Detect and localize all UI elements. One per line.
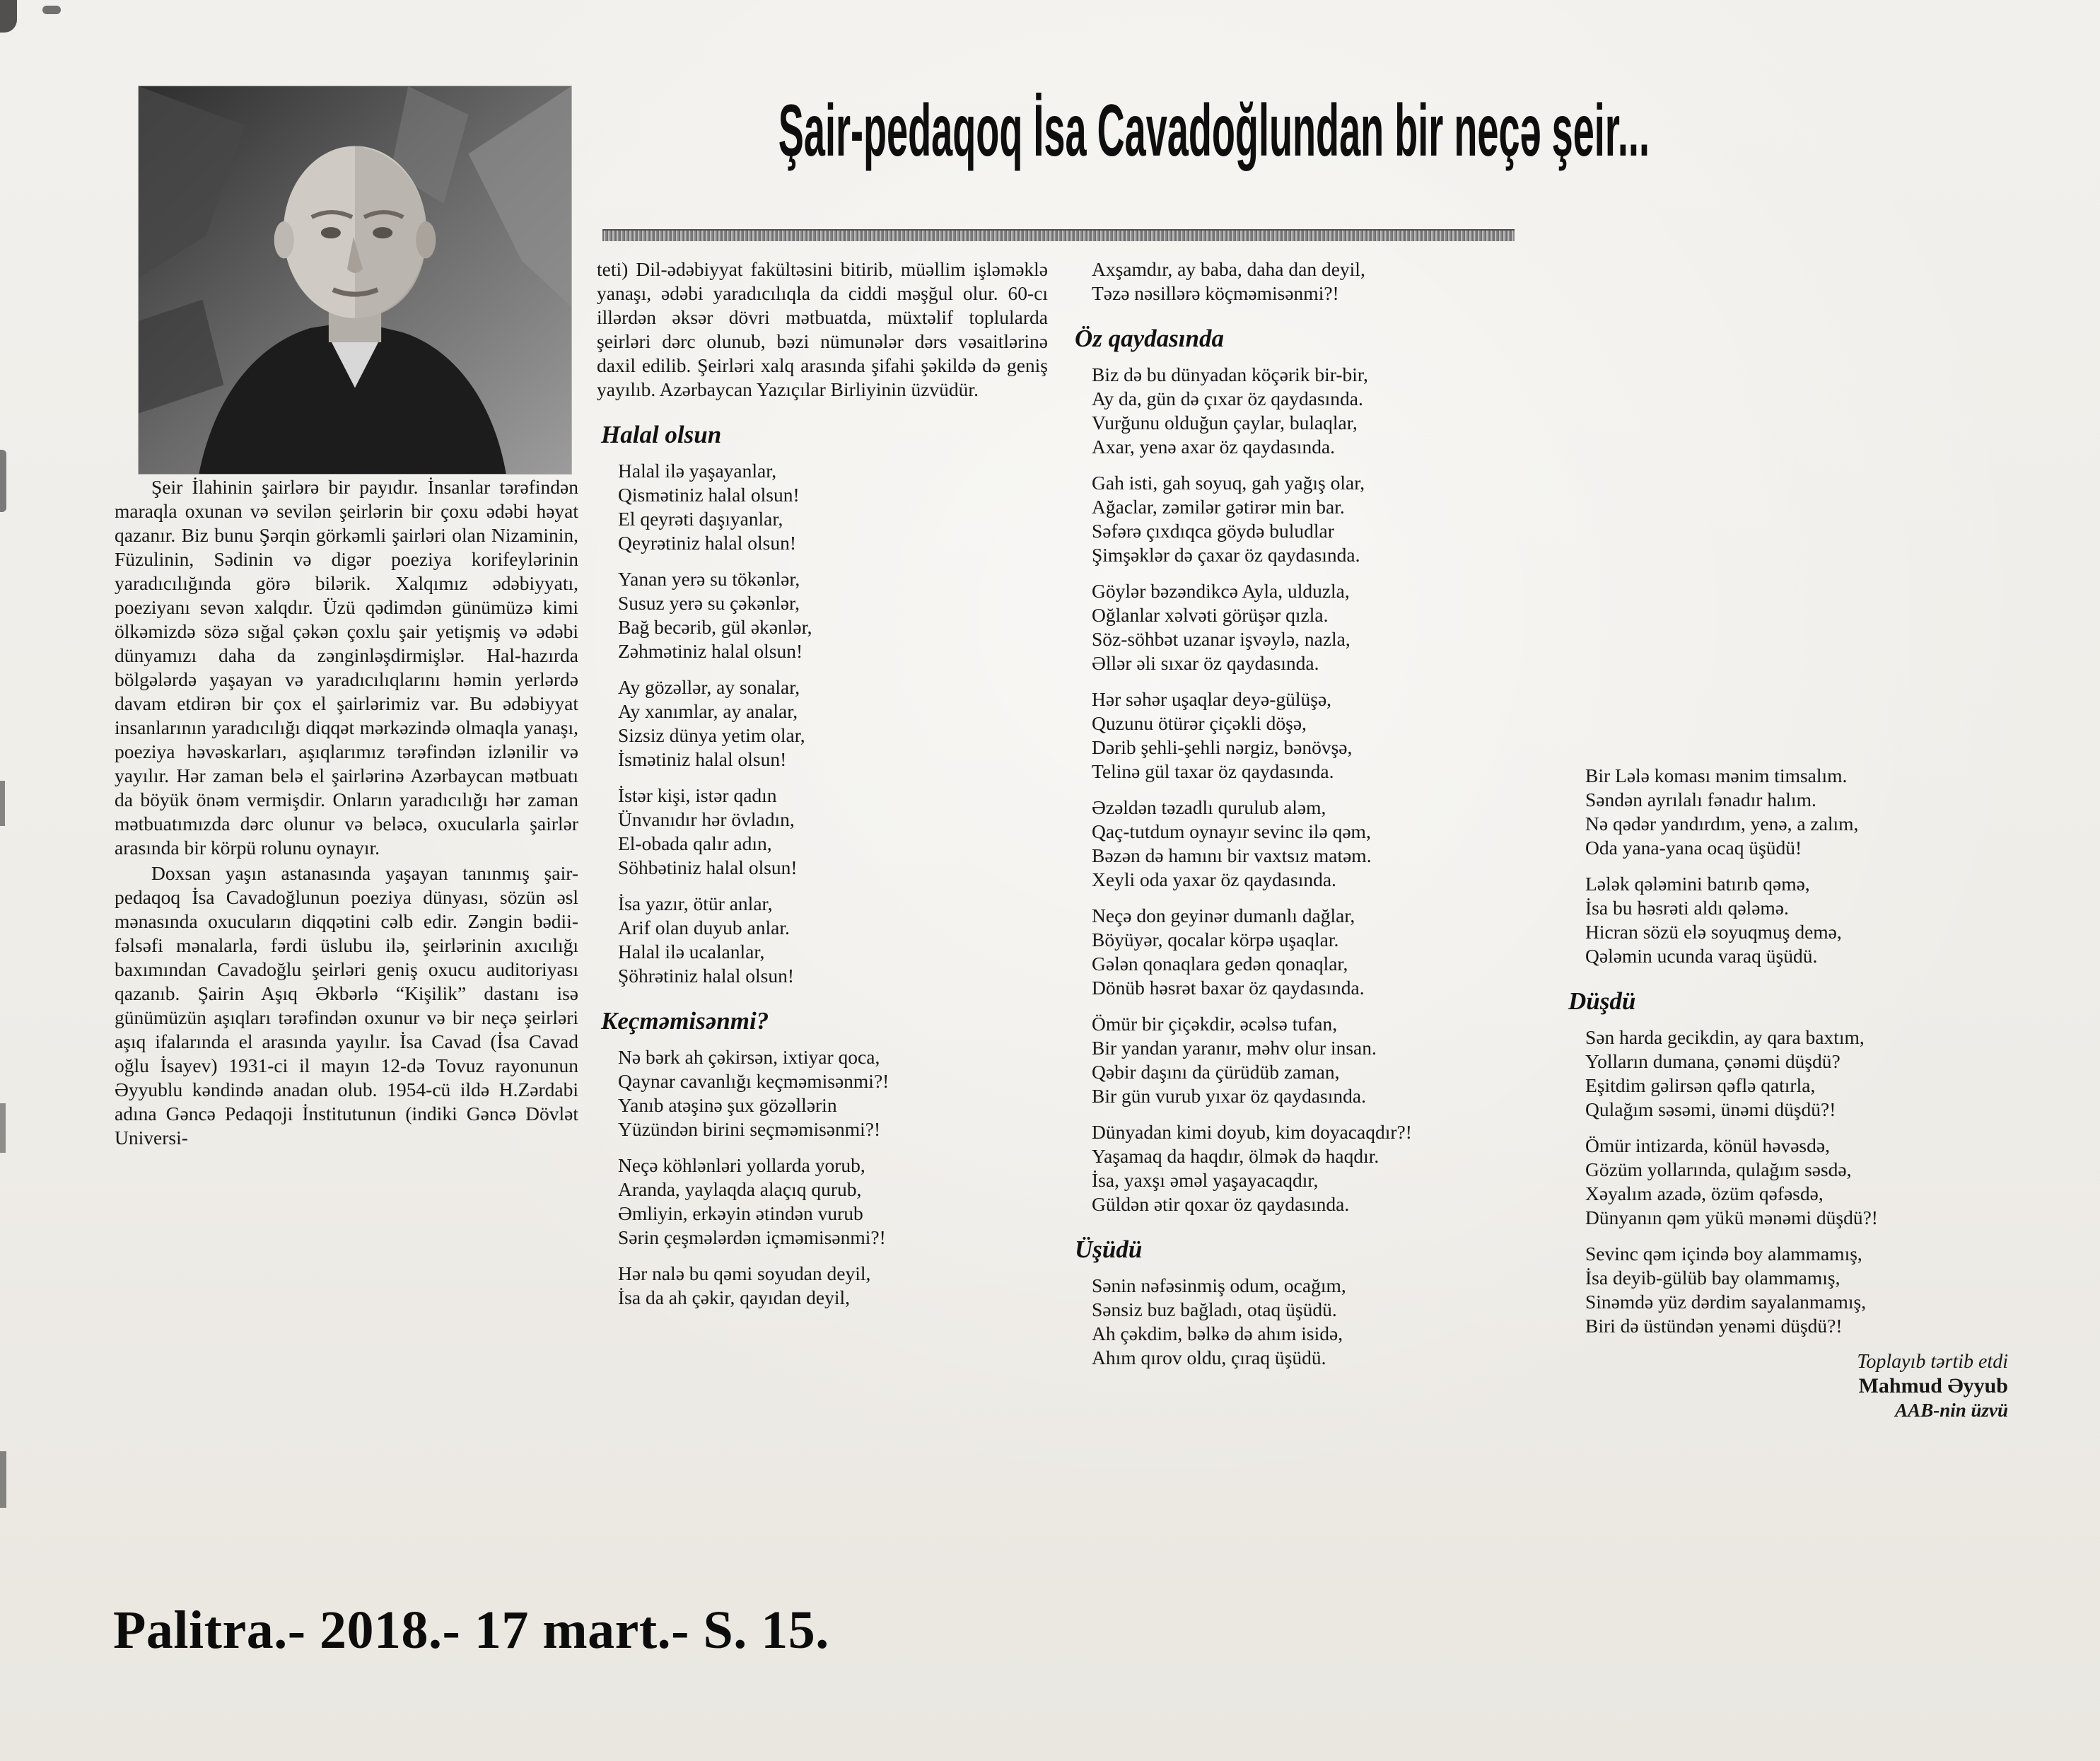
- verse-line: Sizsiz dünya yetim olar,: [618, 724, 805, 746]
- verse-line: Telinə gül taxar öz qaydasında.: [1092, 760, 1334, 782]
- poem-stanza: [1092, 687, 1526, 784]
- poem-stanza: [1092, 363, 1526, 459]
- poem-stanza: [618, 892, 1048, 988]
- verse-line: Bir Lələ koması mənim timsalım.: [1585, 765, 1848, 786]
- verse-line: Arif olan duyub anlar.: [618, 917, 790, 938]
- poem-title: Üşüdü: [1075, 1236, 1143, 1263]
- verse-line: İstər kişi, istər qadın: [618, 784, 777, 806]
- verse-line: Bir yandan yaranır, məhv olur insan.: [1092, 1037, 1377, 1059]
- verse-line: Xeyli oda yaxar öz qaydasında.: [1092, 868, 1336, 890]
- verse-line: Sərin çeşmələrdən içməmisənmi?!: [618, 1226, 886, 1248]
- verse-line: İsmətiniz halal olsun!: [618, 748, 787, 770]
- scan-smudge: [0, 450, 6, 512]
- poem-title: Halal olsun: [601, 421, 722, 448]
- poem-stanza: [618, 1153, 1048, 1250]
- verse-line: Bəzən də hamını bir vaxtsız matəm.: [1092, 844, 1372, 866]
- verse-line: Dönüb həsrət baxar öz qaydasında.: [1092, 977, 1365, 999]
- verse-line: El qeyrəti daşıyanlar,: [618, 508, 783, 530]
- verse-line: Əllər əli sıxar öz qaydasında.: [1092, 652, 1319, 674]
- verse-line: Halal ilə yaşayanlar,: [618, 460, 777, 482]
- verse-line: Eşitdim gəlirsən qəflə qatırla,: [1585, 1074, 1816, 1096]
- credit-line: Toplayıb tərtib etdi: [1857, 1351, 2008, 1373]
- poem-stanza: [618, 784, 1048, 880]
- verse-line: Oda yana-yana ocaq üşüdü!: [1585, 837, 1802, 859]
- verse-line: Güldən ətir qoxar öz qaydasında.: [1092, 1193, 1350, 1215]
- verse-line: Ay da, gün də çıxar öz qaydasında.: [1092, 388, 1363, 409]
- verse-line: Hicran sözü elə soyuqmuş demə,: [1585, 921, 1842, 943]
- poem-stanza: [1585, 1242, 2012, 1338]
- verse-line: Yüzündən birini seçməmisənmi?!: [618, 1118, 881, 1140]
- verse-line: Yaşamaq da haqdır, ölmək də haqdır.: [1092, 1145, 1379, 1167]
- verse-line: Əzəldən təzadlı qurulub aləm,: [1092, 796, 1326, 818]
- verse-line: Qələmin ucunda varaq üşüdü.: [1585, 945, 1818, 967]
- verse-line: Yolların dumana, çənəmi düşdü?: [1585, 1050, 1841, 1072]
- verse-line: Hər nalə bu qəmi soyudan deyil,: [618, 1262, 871, 1284]
- poem-stanza: [618, 1045, 1048, 1141]
- poem-stanza: [1092, 1120, 1526, 1216]
- scan-smudge: [0, 1451, 6, 1508]
- verse-line: Əmliyin, erkəyin ətindən vurub: [618, 1202, 863, 1224]
- poem-stanza: [1092, 796, 1526, 892]
- verse-line: Böyüyər, qocalar körpə uşaqlar.: [1092, 929, 1339, 951]
- verse-line: Gah isti, gah soyuq, gah yağış olar,: [1092, 472, 1365, 494]
- verse-line: El-obada qalır adın,: [618, 832, 772, 854]
- verse-line: İsa da ah çəkir, qayıdan deyil,: [618, 1286, 850, 1308]
- verse-line: Axar, yenə axar öz qaydasında.: [1092, 436, 1336, 458]
- verse-line: Halal ilə ucalanlar,: [618, 941, 765, 963]
- scan-smudge: [42, 6, 61, 14]
- verse-line: İsa, yaxşı əməl yaşayacaqdır,: [1092, 1169, 1319, 1191]
- verse-line: Söhbətiniz halal olsun!: [618, 856, 798, 878]
- article-paragraph: teti) Dil-ədəbiyyat fakültəsini bitirib, müəllim işləməklə yanaşı, ədəbi yaradıcılıqla da ciddi məşğul olur. 60-cı illərdən əksər dövri mətbuatda, müxtəlif toplularda şeirləri dərc olunub, bəzi nümunələr dərs vəsaitlərinə daxil edilib. Şeirləri xalq arasında şifahi şəkildə də geniş yayılıb. Azərbaycan Yazıçılar Birliyinin üzvüdür.: [597, 258, 1048, 400]
- poem-stanza: [1092, 1274, 1526, 1370]
- scan-smudge: [0, 781, 5, 826]
- verse-line: Səndən ayrılalı fənadır halım.: [1585, 789, 1816, 810]
- verse-line: Yanan yerə su tökənlər,: [618, 568, 800, 590]
- poem-stanza: [1092, 471, 1526, 567]
- scan-smudge: [0, 0, 17, 33]
- verse-line: Bağ becərib, gül əkənlər,: [618, 616, 812, 638]
- verse-line: Qaynar cavanlığı keçməmisənmi?!: [618, 1070, 889, 1092]
- verse-line: Gələn qonaqlara gedən qonaqlar,: [1092, 953, 1348, 975]
- verse-line: Qismətiniz halal olsun!: [618, 484, 800, 506]
- verse-line: Hər səhər uşaqlar deyə-gülüşə,: [1092, 688, 1332, 710]
- article-column-4: [1564, 764, 2012, 1422]
- verse-line: Sənin nəfəsinmiş odum, ocağım,: [1092, 1274, 1346, 1296]
- verse-line: Söz-söhbət uzanar işvəylə, nazla,: [1092, 628, 1351, 650]
- article-column-3: [1071, 257, 1526, 1382]
- poem-stanza: [1092, 579, 1526, 675]
- verse-line: Sən harda gecikdin, ay qara baxtım,: [1585, 1026, 1865, 1048]
- verse-line: Yanıb atəşinə şux gözəllərin: [618, 1094, 837, 1116]
- verse-line: Nə qədər yandırdım, yenə, a zalım,: [1585, 813, 1859, 835]
- verse-line: Sənsiz buz bağladı, otaq üşüdü.: [1092, 1298, 1337, 1320]
- poem-stanza: [1585, 1134, 2012, 1230]
- verse-line: Nə bərk ah çəkirsən, ixtiyar qoca,: [618, 1046, 880, 1068]
- verse-line: Səfərə çıxdıqca göydə buludlar: [1092, 520, 1334, 542]
- credit-line: Mahmud Əyyub: [1858, 1374, 2008, 1397]
- verse-line: Ahım qırov oldu, çıraq üşüdü.: [1092, 1347, 1326, 1368]
- verse-line: Sevinc qəm içində boy alammamış,: [1585, 1243, 1862, 1265]
- verse-line: İsa yazır, ötür anlar,: [618, 893, 773, 914]
- compiler-credit: [1564, 1350, 2012, 1422]
- verse-line: Xəyalım azadə, özüm qəfəsdə,: [1585, 1182, 1824, 1204]
- verse-line: Ay xanımlar, ay analar,: [618, 700, 798, 722]
- poem-stanza: [618, 567, 1048, 663]
- verse-line: Qeyrətiniz halal olsun!: [618, 532, 796, 554]
- verse-line: Dünyadan kimi doyub, kim doyacaqdır?!: [1092, 1121, 1412, 1143]
- poem-title: Öz qaydasında: [1075, 325, 1224, 352]
- verse-line: Ömür intizarda, könül həvəsdə,: [1585, 1134, 1830, 1156]
- poem-stanza: [1585, 872, 2012, 968]
- verse-line: Biz də bu dünyadan köçərik bir-bir,: [1092, 364, 1368, 385]
- poem-stanza: [618, 459, 1048, 555]
- article-column-1: [115, 475, 578, 1151]
- poem-stanza: [1585, 764, 2012, 860]
- verse-line: Təzə nəsillərə köçməmisənmi?!: [1092, 282, 1339, 304]
- verse-line: Ağaclar, zəmilər gətirər min bar.: [1092, 496, 1345, 518]
- verse-line: Vurğunu olduğun çaylar, bulaqlar,: [1092, 412, 1358, 434]
- poem-title: Düşdü: [1568, 987, 1636, 1015]
- verse-line: Qəbir daşını da çürüdüb zaman,: [1092, 1061, 1340, 1083]
- verse-line: Dünyanın qəm yükü mənəmi düşdü?!: [1585, 1207, 1878, 1228]
- verse-line: Sinəmdə yüz dərdim sayalanmamış,: [1585, 1291, 1867, 1313]
- verse-line: İsa deyib-gülüb bay olammamış,: [1585, 1267, 1841, 1289]
- poem-stanza: [1092, 257, 1526, 306]
- article-headline: Şair-pedaqoq İsa Cavadoğlundan bir neçə şeir...: [778, 90, 1650, 172]
- poem-stanza: [618, 1262, 1048, 1310]
- credit-line: AAB-nin üzvü: [1895, 1400, 2008, 1421]
- headline-divider: [602, 229, 1515, 241]
- verse-line: Gözüm yollarında, qulağım səsdə,: [1585, 1158, 1852, 1180]
- verse-line: Aranda, yaylaqda alaçıq qurub,: [618, 1178, 862, 1200]
- verse-line: Neçə don geyinər dumanlı dağlar,: [1092, 905, 1355, 926]
- verse-line: Oğlanlar xəlvəti görüşər qızla.: [1092, 604, 1329, 626]
- portrait-photo-image: [139, 86, 571, 474]
- verse-line: Lələk qələmini batırıb qəmə,: [1585, 873, 1810, 895]
- poem-stanza: [618, 675, 1048, 772]
- verse-line: Biri də üstündən yenəmi düşdü?!: [1585, 1315, 1843, 1337]
- verse-line: Axşamdır, ay baba, daha dan deyil,: [1092, 258, 1365, 280]
- verse-line: Ah çəkdim, bəlkə də ahım isidə,: [1092, 1323, 1343, 1344]
- verse-line: Ay gözəllər, ay sonalar,: [618, 676, 800, 698]
- verse-line: Neçə köhlənləri yollarda yorub,: [618, 1154, 865, 1176]
- portrait-photo: [139, 86, 571, 474]
- verse-line: Quzunu ötürər çiçəkli döşə,: [1092, 712, 1307, 734]
- verse-line: Şimşəklər də çaxar öz qaydasında.: [1092, 544, 1360, 566]
- poem-stanza: [1092, 1012, 1526, 1108]
- verse-line: Bir gün vurub yıxar öz qaydasında.: [1092, 1085, 1366, 1107]
- verse-line: Qulağım səsəmi, ünəmi düşdü?!: [1585, 1098, 1836, 1120]
- article-column-2: [597, 257, 1048, 1322]
- poem-title: Keçməmisənmi?: [601, 1007, 769, 1035]
- verse-line: Şöhrətiniz halal olsun!: [618, 965, 794, 987]
- source-citation: Palitra.- 2018.- 17 mart.- S. 15.: [113, 1600, 829, 1660]
- verse-line: Göylər bəzəndikcə Ayla, ulduzla,: [1092, 580, 1350, 602]
- article-paragraph: Doxsan yaşın astanasında yaşayan tanınmış şair-pedaqoq İsa Cavadoğlunun poeziya dünyası, sözün əsl mənasında oxucuların diqqətini cəlb edir. Zəngin bədii-fəlsəfi mənalarla, fərdi üslubu ilə, şeirlərinin axıcılığı baxımından Cavadoğlu şeirləri geniş oxucu auditoriyası qazanıb. Şairin Aşıq Əkbərlə “Kişilik” dastanı isə günümüzün aşıqları tərəfindən oxunur və bir neçə şeirləri aşıq ifalarında el arasında yayılır. İsa Cavad (İsa Cavad oğlu İsayev) 1931-ci il mayın 12-də Tovuz rayonunun Əyyublu kəndində anadan olub. 1954-cü ildə H.Zərdabi adına Gəncə Pedaqoji İnstitutunun (indiki Gəncə Dövlət Universi-: [115, 862, 578, 1149]
- scan-smudge: [0, 1103, 6, 1153]
- verse-line: Dərib şehli-şehli nərgiz, bənövşə,: [1092, 736, 1353, 758]
- verse-line: Zəhmətiniz halal olsun!: [618, 640, 803, 662]
- verse-line: Susuz yerə su çəkənlər,: [618, 592, 800, 614]
- verse-line: Qaç-tutdum oynayır sevinc ilə qəm,: [1092, 820, 1371, 842]
- poem-stanza: [1585, 1025, 2012, 1122]
- verse-line: Ünvanıdır hər övladın,: [618, 808, 795, 830]
- poem-stanza: [1092, 904, 1526, 1000]
- article-paragraph: Şeir İlahinin şairlərə bir payıdır. İnsanlar tərəfindən maraqla oxunan və sevilən şeirlərin bir çoxu ədəbi həyat qazanır. Biz bunu Şərqin görkəmli şairləri olan Nizaminin, Füzulinin, Sədinin və digər poeziya korifeylərinin yaradıcılığında görə bilərik. Xalqımız ədəbiyyatı, poeziyanı sevən xalqdır. Üzü qədimdən günümüzə kimi ölkəmizdə sözə sığal çəkən çoxlu şair yetişmiş və ədəbi dünyamızı daha da zənginləşdirmişlər. Hal-hazırda bölgələrdə yaşayan və yaradıcılıqlarını həmin yerlərdə davam etdirən bir çox el şairlərimiz var. Bu ədəbiyyat insanlarının yaradıcılığı diqqət mərkəzində olmaqla yanaşı, poeziya həvəskarları, aşıqlarımız tərəfindən izlənilir və yayılır. Hər zaman belə el şairlərinə Azərbaycan mətbuatı da böyük önəm vermişdir. Onların yaradıcılığı hər zaman mətbuatımızda dərc olunur və beləcə, oxucularla şairlər arasında bir körpü rolunu oynayır.: [115, 476, 578, 859]
- verse-line: İsa bu həsrəti aldı qələmə.: [1585, 897, 1789, 919]
- verse-line: Ömür bir çiçəkdir, əcəlsə tufan,: [1092, 1013, 1338, 1035]
